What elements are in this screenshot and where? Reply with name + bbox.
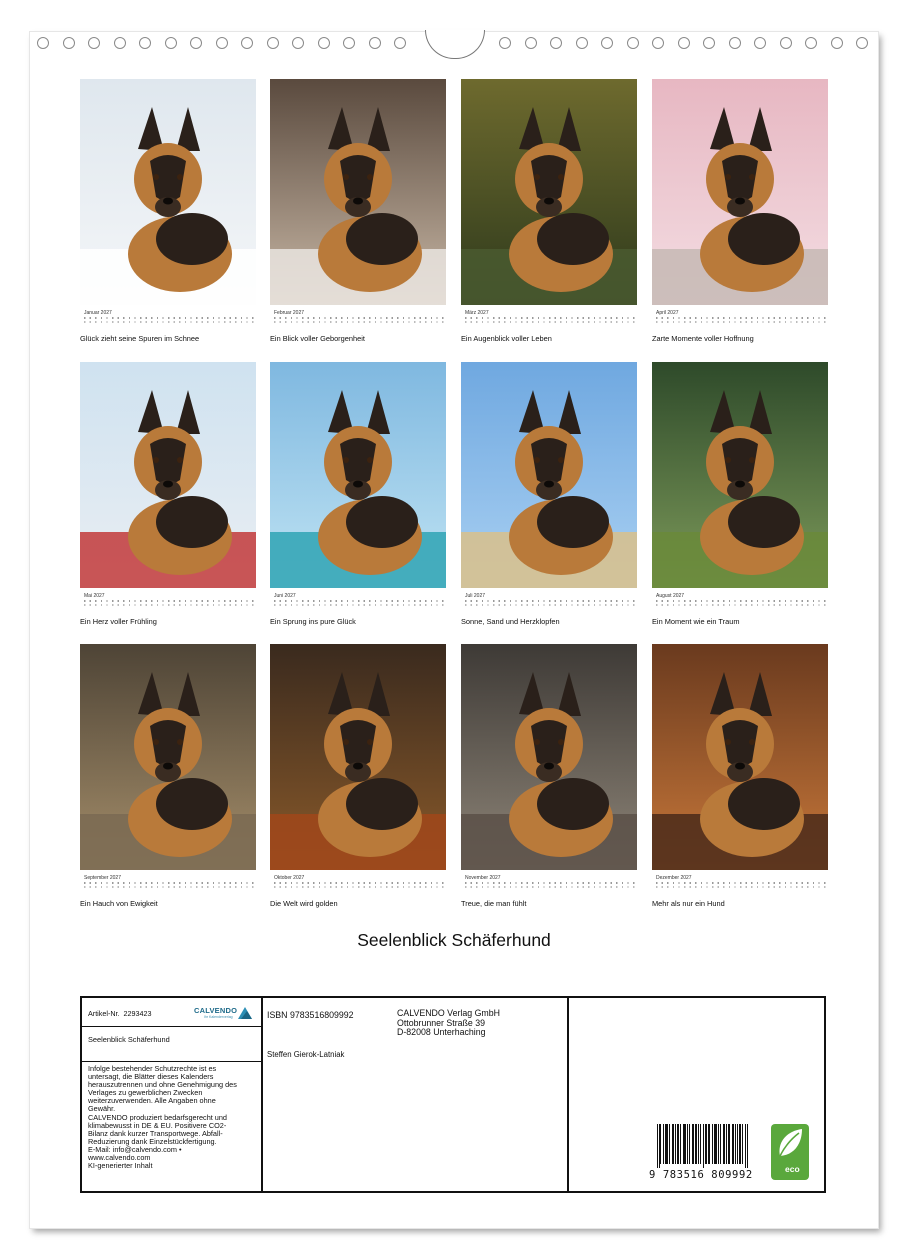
month-day-strip [465,882,635,890]
notice-line: Bilanz dank kurzer Transportwege. Abfall- [88,1128,223,1138]
binding-ring [216,37,228,49]
month-tile [461,79,637,349]
isbn: ISBN 9783516809992 [267,1010,354,1020]
dog-photo [461,644,637,870]
month-day-strip [656,600,826,608]
month-tile [80,362,256,632]
month-day-strip [465,317,635,325]
month-name: Dezember 2027 [656,875,692,881]
dog-photo [80,79,256,305]
binding-ring [267,37,279,49]
month-day-strip [465,600,635,608]
notice-line: untersagt, die Blätter dieses Kalenders [88,1072,214,1082]
month-caption: Ein Hauch von Ewigkeit [80,899,158,908]
calvendo-logo: CALVENDO [194,1006,238,1015]
binding-ring [729,37,741,49]
binding-ring [499,37,511,49]
dog-photo [270,644,446,870]
dog-photo [652,362,828,588]
eco-badge [771,1124,809,1180]
month-photo [652,79,828,305]
binding-ring [678,37,690,49]
dog-photo [461,362,637,588]
dog-photo [270,79,446,305]
month-day-strip [84,317,254,325]
article-number-value: 2293423 [123,1009,152,1018]
binding-ring [318,37,330,49]
month-name: Februar 2027 [274,310,305,316]
barcode-bars [657,1124,749,1168]
month-photo [652,644,828,870]
month-name: April 2027 [656,310,679,316]
month-caption: Zarte Momente voller Hoffnung [652,334,754,343]
article-number [88,1009,152,1018]
barcode-number: 9 783516 809992 [649,1169,753,1181]
binding-ring [576,37,588,49]
dog-photo [652,644,828,870]
month-name: September 2027 [84,875,121,881]
month-caption: Ein Blick voller Geborgenheit [270,334,365,343]
month-tile [80,644,256,914]
binding-ring [703,37,715,49]
month-caption: Sonne, Sand und Herzklopfen [461,617,560,626]
eco-label: eco [785,1164,800,1174]
month-caption: Ein Augenblick voller Leben [461,334,552,343]
month-photo [270,79,446,305]
legal-notice-text [88,1065,256,1170]
month-photo [80,644,256,870]
publisher-line: D-82008 Unterhaching [397,1027,486,1038]
month-day-strip [656,317,826,325]
month-day-strip [274,600,444,608]
calvendo-logo-subline: Ihr Kalenderverlag [204,1015,233,1019]
imprint-right-column [569,998,824,1191]
binding-ring [780,37,792,49]
month-caption: Ein Herz voller Frühling [80,617,157,626]
month-photo [270,644,446,870]
binding-ring [190,37,202,49]
binding-ring [139,37,151,49]
month-day-strip [84,600,254,608]
month-day-strip [84,882,254,890]
month-name: Juni 2027 [274,593,296,599]
month-name: Juli 2027 [465,593,486,599]
dog-photo [461,79,637,305]
notice-line: KI-generierter Inhalt [88,1161,153,1171]
month-caption: Mehr als nur ein Hund [652,899,725,908]
binding-ring [601,37,613,49]
notice-line: Reduzierung dank Einzelstückfertigung. [88,1136,217,1146]
binding-ring [369,37,381,49]
month-photo [461,362,637,588]
binding-ring [63,37,75,49]
month-photo [270,362,446,588]
month-day-strip [274,317,444,325]
author: Steffen Gierok-Latniak [267,1050,345,1059]
imprint-middle-column [263,998,569,1191]
month-caption: Ein Sprung ins pure Glück [270,617,356,626]
binding-ring [652,37,664,49]
article-label: Artikel-Nr. [88,1009,120,1018]
binding-ring [37,37,49,49]
binding-ring [114,37,126,49]
publisher-line: CALVENDO Verlag GmbH [397,1008,500,1018]
binding-ring [88,37,100,49]
binding-ring [831,37,843,49]
binding-ring [754,37,766,49]
calvendo-logo-icon [237,1006,253,1020]
binding-ring [856,37,868,49]
month-tile [270,79,446,349]
month-photo [80,79,256,305]
month-tile [652,644,828,914]
binding-ring [627,37,639,49]
month-caption: Die Welt wird golden [270,899,338,908]
month-photo [652,362,828,588]
month-tile [270,644,446,914]
imprint-title: Seelenblick Schäferhund [88,1035,170,1044]
month-photo [461,644,637,870]
notice-line: klimabewusst in DE & EU. Positivere CO2- [88,1120,227,1130]
binding-ring [394,37,406,49]
month-caption: Ein Moment wie ein Traum [652,617,740,626]
leaf-icon [771,1124,809,1164]
binding-ring [550,37,562,49]
publisher-address [397,1009,500,1038]
title-row [82,1027,261,1062]
month-name: November 2027 [465,875,501,881]
barcode [649,1124,753,1184]
month-tile [652,79,828,349]
binding-ring [343,37,355,49]
dog-photo [652,79,828,305]
binding-ring [525,37,537,49]
legal-notice [82,1062,261,1191]
month-name: August 2027 [656,593,685,599]
month-name: Januar 2027 [84,310,112,316]
notice-line: weiterzuverwenden. Alle Angaben ohne [88,1096,216,1106]
publisher-line: Ottobrunner Straße 39 [397,1017,486,1028]
notice-line: CALVENDO produziert bedarfsgerecht und [88,1112,227,1122]
month-name: Mai 2027 [84,593,105,599]
dog-photo [80,644,256,870]
notice-line: www.calvendo.com [88,1153,151,1163]
imprint-left-column [82,998,263,1191]
month-tile [270,362,446,632]
month-photo [461,79,637,305]
article-row [82,998,261,1027]
notice-line: Infolge bestehender Schutzrechte ist es [88,1064,217,1073]
binding-ring [165,37,177,49]
calendar-title: Seelenblick Schäferhund [357,930,551,950]
month-name: März 2027 [465,310,489,316]
notice-line: herauszutrennen und ohne Genehmigung des [88,1080,237,1090]
month-day-strip [274,882,444,890]
month-caption: Treue, die man fühlt [461,899,527,908]
month-tile [652,362,828,632]
month-caption: Glück zieht seine Spuren im Schnee [80,334,200,343]
month-name: Oktober 2027 [274,875,305,881]
imprint-box [80,996,826,1193]
binding-ring [805,37,817,49]
month-photo [80,362,256,588]
notice-line: Gewähr. [88,1104,116,1114]
month-tile [461,644,637,914]
month-tile [80,79,256,349]
month-day-strip [656,882,826,890]
binding-ring [292,37,304,49]
notice-line: Verlages zu gewerblichen Zwecken [88,1088,203,1098]
binding-ring [241,37,253,49]
dog-photo [270,362,446,588]
notice-line: E-Mail: info@calvendo.com • [88,1144,182,1154]
month-tile [461,362,637,632]
dog-photo [80,362,256,588]
